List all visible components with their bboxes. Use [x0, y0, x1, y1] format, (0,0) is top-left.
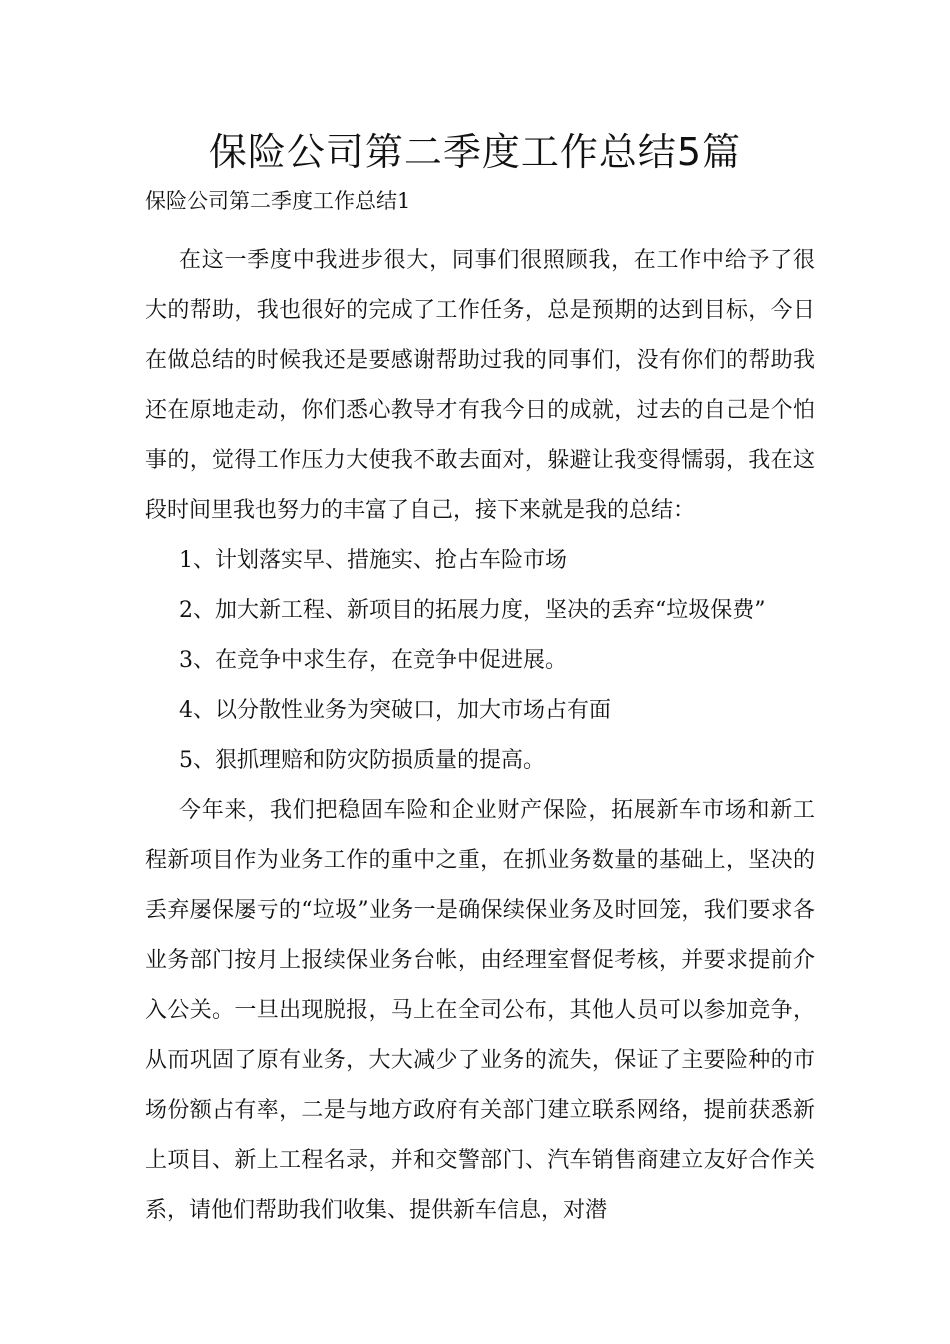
- list-item: 2、加大新工程、新项目的拓展力度，坚决的丢弃“垃圾保费”: [179, 598, 766, 623]
- paragraph-intro: 在这一季度中我进步很大，同事们很照顾我，在工作中给予了很大的帮助，我也很好的完成了工作任务，总是预期的达到目标，今日在做总结的时候我还是要感谢帮助过我的同事们，没有你们的帮助我还在原地走动，你们悉心教导才有我今日的成就，过去的自己是个怕事的，觉得工作压力大使我不敢去面对，躲避让我变得懦弱，我在这段时间里我也努力的丰富了自己，接下来就是我的总结：: [145, 248, 815, 523]
- section-heading: 保险公司第二季度工作总结1: [145, 189, 411, 213]
- list-item: 3、在竞争中求生存，在竞争中促进展。: [179, 648, 567, 673]
- document-body: [145, 236, 815, 1236]
- list-item: 4、以分散性业务为突破口，加大市场占有面: [179, 698, 611, 723]
- list-item: 5、狠抓理赔和防灾防损质量的提高。: [179, 748, 545, 773]
- document-title: 保险公司第二季度工作总结5篇: [208, 130, 742, 174]
- list-item: 1、计划落实早、措施实、抢占车险市场: [179, 548, 567, 573]
- paragraph-body: 今年来，我们把稳固车险和企业财产保险，拓展新车市场和新工程新项目作为业务工作的重中之重，在抓业务数量的基础上，坚决的丢弃屡保屡亏的“垃圾”业务一是确保续保业务及时回笼，我们要求各业务部门按月上报续保业务台帐，由经理室督促考核，并要求提前介入公关。一旦出现脱报，马上在全司公布，其他人员可以参加竞争，从而巩固了原有业务，大大减少了业务的流失，保证了主要险种的市场份额占有率，二是与地方政府有关部门建立联系网络，提前获悉新上项目、新上工程名录，并和交警部门、汽车销售商建立友好合作关系，请他们帮助我们收集、提供新车信息，对潜: [145, 798, 815, 1223]
